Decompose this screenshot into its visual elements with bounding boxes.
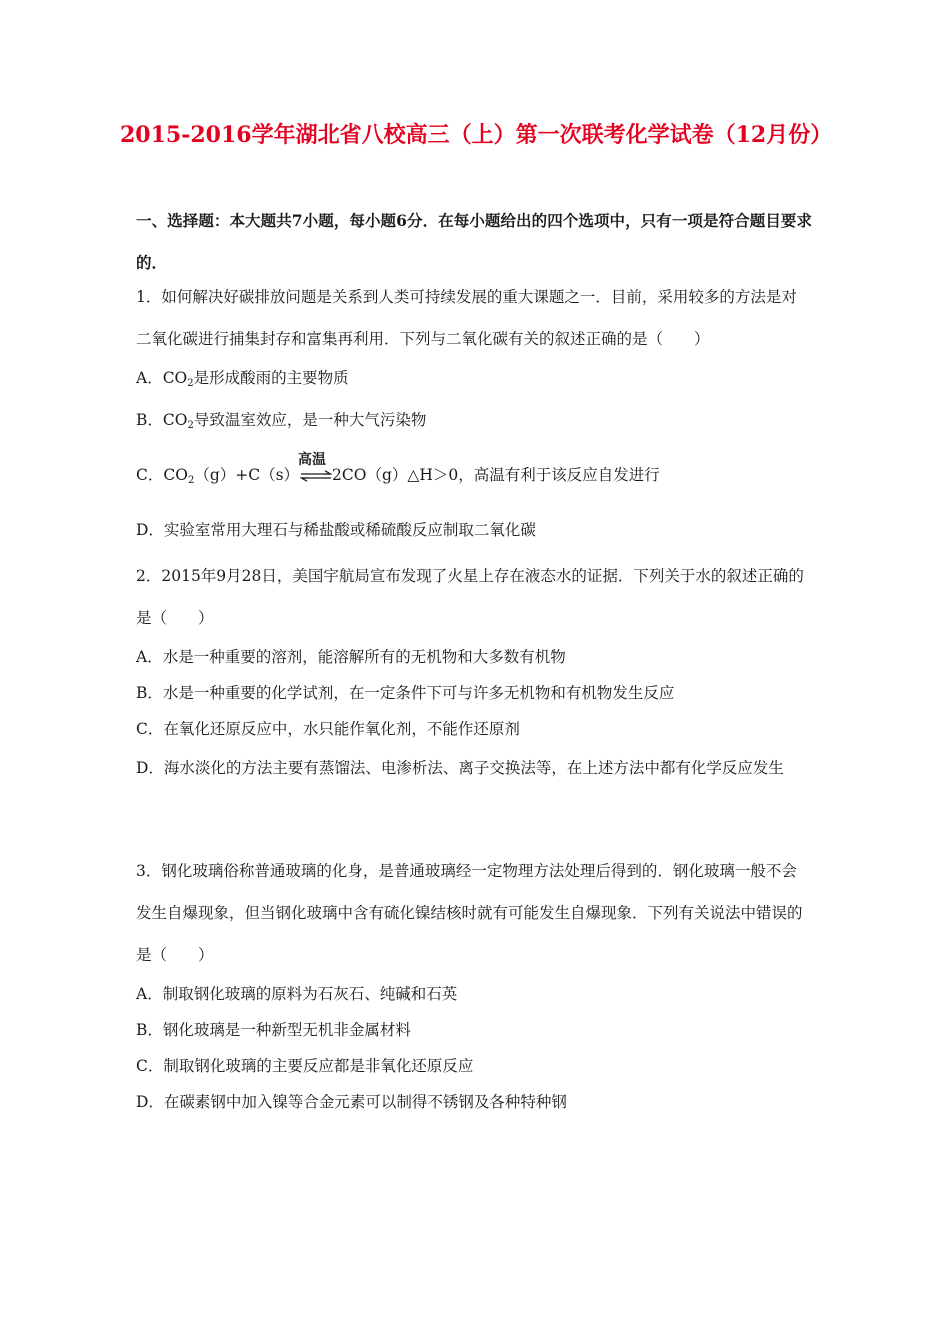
equilibrium-arrow-icon <box>298 452 332 484</box>
question-2 <box>136 555 812 789</box>
question-1-option-a: A．$CO_2$是形成酸雨的主要物质 <box>136 369 349 389</box>
question-2-option-b: B．水是一种重要的化学试剂，在一定条件下可与许多无机物和有机物发生反应 <box>136 684 675 702</box>
exam-title: 2015-2016学年湖北省八校高三（上）第一次联考化学试卷（12月份） <box>120 122 833 148</box>
question-3-option-c: C．制取钢化玻璃的主要反应都是非氧化还原反应 <box>136 1057 474 1075</box>
question-3-stem: 3．钢化玻璃俗称普通玻璃的化身，是普通玻璃经一定物理方法处理后得到的．钢化玻璃一般不会发生自爆现象，但当钢化玻璃中含有硫化镍结核时就有可能发生自爆现象．下列有关说法中错误的是（ ） <box>136 862 803 964</box>
question-1-option-b: B．$CO_2$导致温室效应，是一种大气污染物 <box>136 411 427 431</box>
question-3-option-b: B．钢化玻璃是一种新型无机非金属材料 <box>136 1021 411 1039</box>
section-heading: 一、选择题：本大题共7小题，每小题6分．在每小题给出的四个选项中，只有一项是符合题目要求的． <box>136 211 812 272</box>
question-2-option-c: C．在氧化还原反应中，水只能作氧化剂，不能作还原剂 <box>136 720 520 738</box>
question-1-option-d: D．实验室常用大理石与稀盐酸或稀硫酸反应制取二氧化碳 <box>136 521 536 539</box>
question-3-option-a: A．制取钢化玻璃的原料为石灰石、纯碱和石英 <box>136 985 458 1003</box>
reaction-condition: 高温 <box>298 452 327 468</box>
question-2-stem: 2．2015年9月28日，美国宇航局宣布发现了火星上存在液态水的证据．下列关于水的叙述正确的是（ ） <box>136 567 804 627</box>
question-3-option-d: D．在碳素钢中加入镍等合金元素可以制得不锈钢及各种特种钢 <box>136 1093 567 1111</box>
question-2-option-a: A．水是一种重要的溶剂，能溶解所有的无机物和大多数有机物 <box>136 648 566 666</box>
question-1-stem: 1．如何解决好碳排放问题是关系到人类可持续发展的重大课题之一．目前，采用较多的方法是对二氧化碳进行捕集封存和富集再利用．下列与二氧化碳有关的叙述正确的是（ ） <box>136 288 797 348</box>
question-3 <box>136 850 812 1120</box>
question-2-option-d: D．海水淡化的方法主要有蒸馏法、电渗析法、离子交换法等，在上述方法中都有化学反应发生 <box>136 759 784 777</box>
question-1 <box>136 276 812 548</box>
question-1-option-c: C．$CO_2(g)+C(s)$ 高温 2CO（g）△H＞0，高温有利于该反应自发进行 <box>136 458 812 498</box>
